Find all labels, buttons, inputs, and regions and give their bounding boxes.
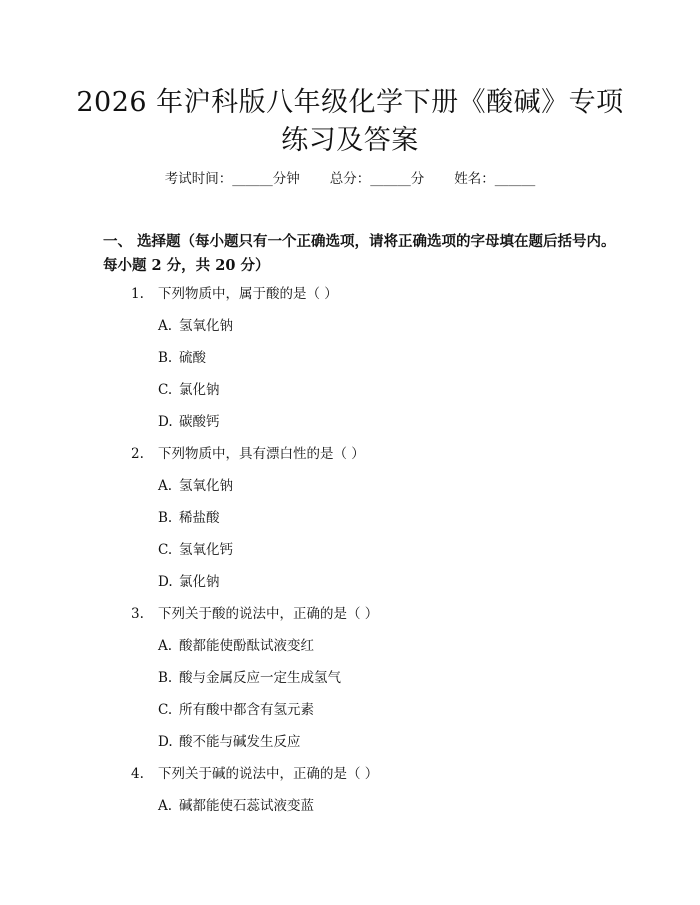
student-name-label: 姓名：______ bbox=[454, 171, 536, 187]
option-text: 硫酸 bbox=[179, 350, 206, 366]
option-letter: D. bbox=[158, 414, 173, 430]
option-text: 碳酸钙 bbox=[179, 414, 220, 430]
exam-time-label: 考试时间：______分钟 bbox=[164, 171, 300, 187]
option-letter: A. bbox=[158, 478, 173, 494]
option-letter: A. bbox=[158, 638, 173, 654]
question-number: 2. bbox=[131, 446, 144, 462]
option-2c bbox=[158, 538, 233, 558]
option-3b bbox=[158, 666, 341, 686]
question-number: 3. bbox=[131, 606, 144, 622]
option-text: 氢氧化钠 bbox=[179, 318, 233, 334]
document-title bbox=[60, 84, 640, 160]
option-text: 氯化钠 bbox=[179, 382, 220, 398]
question-number: 1. bbox=[131, 286, 144, 302]
question-3 bbox=[131, 602, 378, 622]
question-2 bbox=[131, 442, 365, 462]
title-line-1: 2026 年沪科版八年级化学下册《酸碱》专项 bbox=[76, 87, 624, 118]
question-number: 4. bbox=[131, 766, 144, 782]
question-text: 下列关于碱的说法中，正确的是（ ） bbox=[158, 766, 379, 782]
option-text: 碱都能使石蕊试液变蓝 bbox=[179, 798, 314, 814]
option-letter: B. bbox=[158, 350, 173, 366]
option-text: 所有酸中都含有氢元素 bbox=[179, 702, 314, 718]
option-text: 氢氧化钠 bbox=[179, 478, 233, 494]
option-text: 酸都能使酚酞试液变红 bbox=[179, 638, 314, 654]
option-letter: C. bbox=[158, 702, 173, 718]
option-1c bbox=[158, 378, 220, 398]
option-1d bbox=[158, 410, 220, 430]
option-1a bbox=[158, 314, 233, 334]
exam-meta bbox=[0, 167, 700, 187]
question-1 bbox=[131, 282, 338, 302]
option-letter: A. bbox=[158, 798, 173, 814]
option-3c bbox=[158, 698, 314, 718]
option-2b bbox=[158, 506, 220, 526]
option-text: 氯化钠 bbox=[179, 574, 220, 590]
total-score-label: 总分：______分 bbox=[329, 171, 425, 187]
option-3a bbox=[158, 634, 314, 654]
option-1b bbox=[158, 346, 206, 366]
option-text: 稀盐酸 bbox=[179, 510, 220, 526]
section-heading: 一、 选择题（每小题只有一个正确选项，请将正确选项的字母填在题后括号内。每小题 2 分，共 20 分） bbox=[103, 233, 616, 274]
option-text: 酸与金属反应一定生成氢气 bbox=[179, 670, 341, 686]
option-letter: C. bbox=[158, 382, 173, 398]
question-text: 下列关于酸的说法中，正确的是（ ） bbox=[158, 606, 379, 622]
option-letter: A. bbox=[158, 318, 173, 334]
question-text: 下列物质中，属于酸的是（ ） bbox=[158, 286, 338, 302]
option-letter: C. bbox=[158, 542, 173, 558]
option-letter: B. bbox=[158, 510, 173, 526]
option-text: 酸不能与碱发生反应 bbox=[179, 734, 301, 750]
option-2d bbox=[158, 570, 220, 590]
title-line-2: 练习及答案 bbox=[281, 125, 419, 156]
option-4a bbox=[158, 794, 314, 814]
option-3d bbox=[158, 730, 301, 750]
question-4 bbox=[131, 762, 378, 782]
question-text: 下列物质中，具有漂白性的是（ ） bbox=[158, 446, 365, 462]
option-letter: D. bbox=[158, 734, 173, 750]
option-letter: D. bbox=[158, 574, 173, 590]
option-letter: B. bbox=[158, 670, 173, 686]
option-2a bbox=[158, 474, 233, 494]
option-text: 氢氧化钙 bbox=[179, 542, 233, 558]
